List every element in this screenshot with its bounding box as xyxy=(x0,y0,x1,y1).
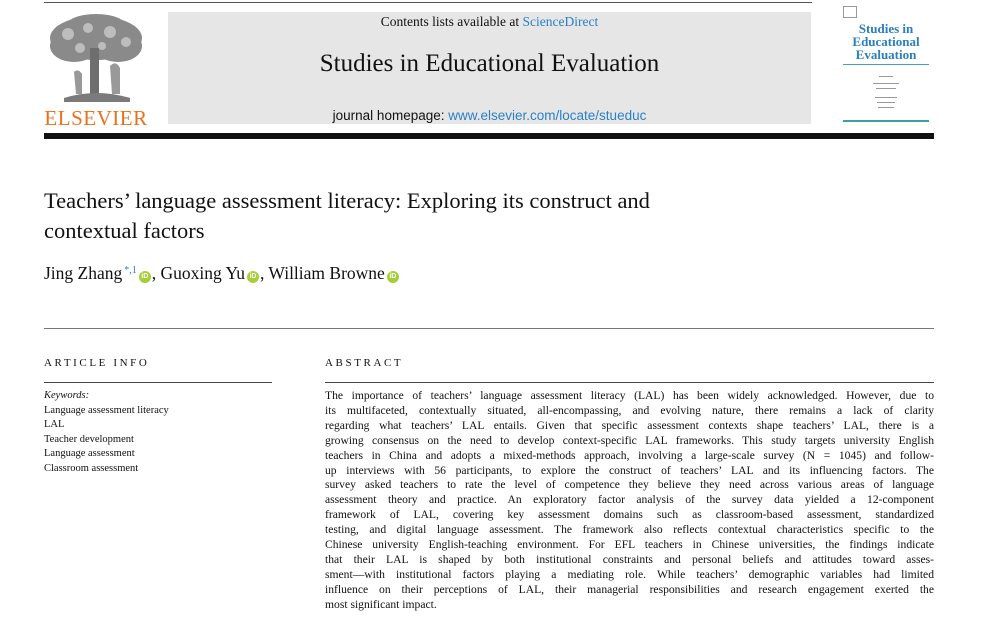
sciencedirect-link[interactable]: ScienceDirect xyxy=(522,14,599,29)
cover-text-line xyxy=(878,107,894,108)
abstract-line: Chinese university English-teaching environment. For EFL teachers in Chinese universities, the findings indicate xyxy=(325,538,934,552)
article-info-heading: ARTICLE INFO xyxy=(44,357,150,369)
abstract-line: growing consensus on the need to develop context-specific LAL frameworks. This study targets university English xyxy=(325,433,934,447)
author-name[interactable]: Jing Zhang xyxy=(44,263,123,283)
orcid-icon[interactable]: iD xyxy=(139,271,151,283)
author-name[interactable]: Guoxing Yu xyxy=(160,263,245,283)
journal-banner xyxy=(168,12,811,124)
article-info-rule xyxy=(44,382,272,383)
cover-text-line xyxy=(873,83,899,84)
abstract-line: its multifaceted, contextually situated, all-encompassing, and evolving nature, there remains a lack of clarity xyxy=(325,403,934,417)
header-top-rule xyxy=(44,2,812,3)
abstract-line: testing, and digital language assessment. The framework also reflects contextual characteristics specific to the xyxy=(325,523,934,537)
abstract-line: that their LAL is shaped by both institutional constraints and personal beliefs and attitudes toward asses- xyxy=(325,552,934,566)
author-separator: , xyxy=(259,263,265,283)
cover-title xyxy=(843,22,929,61)
cover-rule xyxy=(843,64,929,65)
article-title xyxy=(44,186,864,246)
cover-text-line xyxy=(879,76,893,77)
abstract-line: survey asked teachers to rate the level of competence they believe they need across various areas of language xyxy=(325,478,934,492)
cover-text-line xyxy=(876,88,896,89)
abstract-line: most significant impact. xyxy=(325,597,437,611)
keyword-item: Classroom assessment xyxy=(44,462,139,474)
article-title-line: contextual factors xyxy=(44,218,205,243)
orcid-icon[interactable]: iD xyxy=(387,271,399,283)
keywords-block xyxy=(44,389,169,477)
abstract-body xyxy=(325,389,934,613)
abstract-line: framework of LAL, covering key assessment domains such as classroom-based assessment, standardized xyxy=(325,508,934,522)
keyword-item: LAL xyxy=(44,419,65,431)
publisher-name: ELSEVIER xyxy=(44,106,148,130)
section-divider xyxy=(44,328,934,329)
cover-title-line: Educational xyxy=(852,34,920,49)
cover-text-line xyxy=(875,97,897,98)
abstract-line: up interviews with 56 participants, to explore the construct of teachers’ LAL and its influencing factors. The xyxy=(325,463,934,477)
cover-logo-mark xyxy=(843,6,857,18)
cover-title-line: Evaluation xyxy=(855,47,917,62)
header-divider xyxy=(44,133,934,139)
abstract-line: sment—with institutional factors playing a mediating role. While teachers’ demographic variables had limited xyxy=(325,567,934,581)
contents-line xyxy=(168,14,811,30)
abstract-rule xyxy=(325,382,934,383)
keyword-item: Language assessment literacy xyxy=(44,404,169,416)
author-name[interactable]: William Browne xyxy=(268,263,385,283)
orcid-icon[interactable]: iD xyxy=(247,271,259,283)
journal-cover-thumbnail[interactable] xyxy=(843,4,929,122)
cover-text-line xyxy=(877,102,895,103)
abstract-line: teachers in China and adopts a mixed-methods approach, involving a large-scale survey (N = 1045) and follow- xyxy=(325,448,934,462)
keyword-item: Teacher development xyxy=(44,433,134,445)
author-marks[interactable]: *,1 xyxy=(124,265,137,276)
article-title-line: Teachers’ language assessment literacy: Exploring its construct and xyxy=(44,188,650,213)
homepage-line xyxy=(168,108,811,123)
author-separator: , xyxy=(151,263,157,283)
homepage-link[interactable]: www.elsevier.com/locate/stueduc xyxy=(448,108,647,123)
journal-title: Studies in Educational Evaluation xyxy=(319,50,660,77)
cover-title-line: Studies in xyxy=(858,21,914,36)
abstract-line: influence on their perceptions of LAL, their managerial responsibilities and research engagement exerted the xyxy=(325,582,934,596)
homepage-prefix: journal homepage: xyxy=(332,108,449,123)
abstract-heading: ABSTRACT xyxy=(325,357,404,369)
abstract-line: regarding what teachers’ LAL entails. Given that specific assessment contexts shape teachers’ LAL, there is a xyxy=(325,418,934,432)
author-list xyxy=(44,263,400,284)
cover-bottom-bar xyxy=(843,120,929,122)
abstract-line: The importance of teachers’ language assessment literacy (LAL) has been widely acknowledged. However, due to xyxy=(325,389,934,402)
contents-prefix: Contents lists available at xyxy=(380,14,523,29)
abstract-line: assessment theory and practice. An exploratory factor analysis of the survey data yielded a 12-component xyxy=(325,493,934,507)
keyword-item: Language assessment xyxy=(44,448,135,460)
keywords-label: Keywords: xyxy=(44,390,90,401)
